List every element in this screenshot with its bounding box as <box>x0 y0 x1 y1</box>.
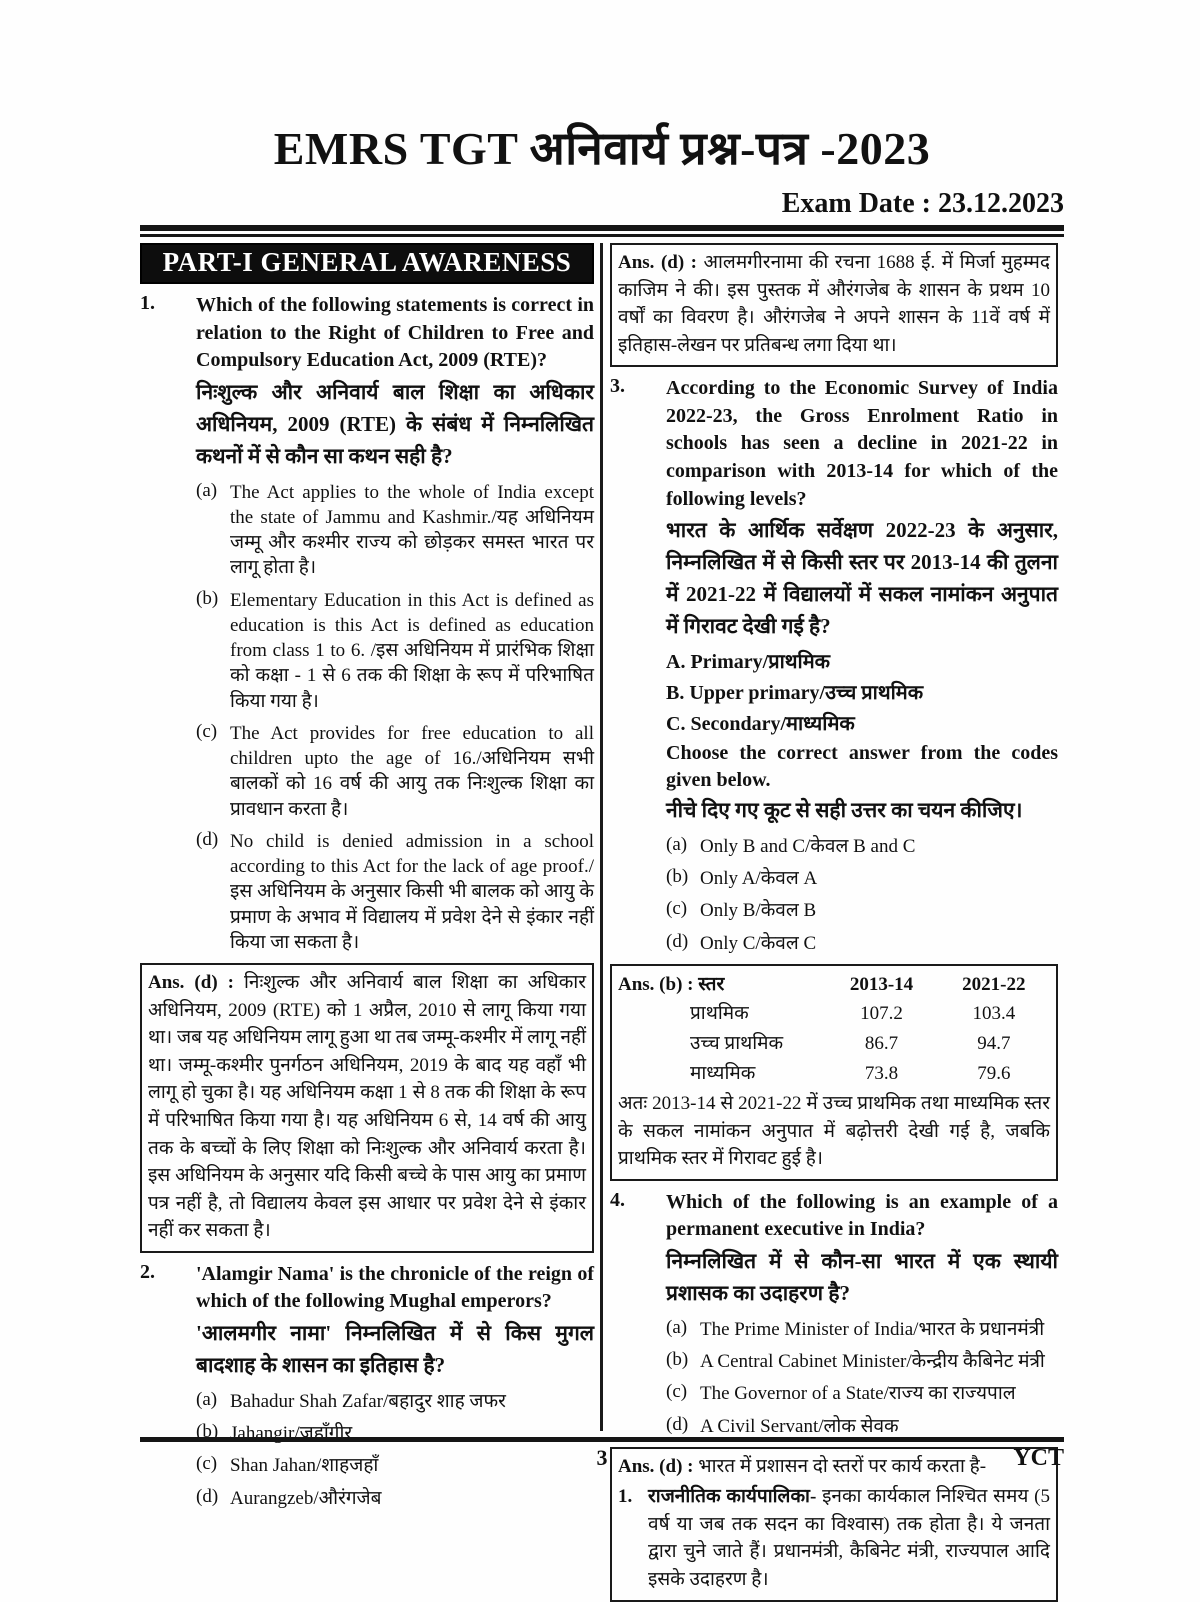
option-label: (b) <box>666 866 689 888</box>
table-header-2021: 2021-22 <box>962 973 1026 995</box>
table-row <box>618 1059 1050 1089</box>
level-a: A. Primary/प्राथमिक <box>666 650 831 673</box>
question-text-hi: निःशुल्क और अनिवार्य बाल शिक्षा का अधिकार अधिनियम, 2009 (RTE) के संबंध में निम्नलिखित कथनों में से कौन सा कथन सही है? <box>196 379 594 468</box>
answer-box-3 <box>610 964 1058 1181</box>
option-row <box>666 1349 1058 1374</box>
option-label: (b) <box>666 1349 689 1371</box>
answer-label: Ans. (b) : <box>618 973 694 995</box>
question-number: 2. <box>140 1260 155 1283</box>
answer-box-1 <box>140 963 594 1252</box>
option-row <box>196 721 594 822</box>
question-number: 1. <box>140 292 155 314</box>
statement-levels <box>666 647 1058 740</box>
option-row <box>666 898 1058 923</box>
option-text: No child is denied admission in a school according to this Act for the lack of age proof./इस अधिनियम के अनुसार किसी भी बालक को आयु के प्रमाण के अभाव में विद्यालय में प्रवेश देने से इंकार नहीं किया जा सकता है। <box>230 830 594 954</box>
footer-brand: YCT <box>1013 1445 1064 1471</box>
question-text-en: According to the Economic Survey of India 2022-23, the Gross Enrolment Ratio in schools has seen a decline in 2021-22 in comparison with 2013-14 for which of the following levels? <box>666 377 1058 510</box>
page-title: EMRS TGT अनिवार्य प्रश्न-पत्र -2023 <box>273 123 931 174</box>
option-row <box>666 834 1058 859</box>
option-label: (d) <box>666 1413 689 1435</box>
question-text-en: 'Alamgir Nama' is the chronicle of the reign of which of the following Mughal emperors? <box>196 1262 594 1313</box>
answer-note: अतः 2013-14 से 2021-22 में उच्च प्राथमिक तथा माध्यमिक स्तर के सकल नामांकन अनुपात में बढ़ोत्तरी देखी गई है, जबकि प्राथमिक स्तर में गिरावट हुई है। <box>618 1093 1050 1170</box>
footer-rule <box>140 1437 1064 1442</box>
header-rule <box>140 225 1064 237</box>
question-4 <box>610 1189 1058 1439</box>
option-text: Jahangir/जहाँगीर <box>230 1423 353 1445</box>
question-text-hi: निम्नलिखित में से कौन-सा भारत में एक स्थायी प्रशासक का उदाहरण है? <box>666 1248 1058 1305</box>
option-text: The Act applies to the whole of India except the state of Jammu and Kashmir./यह अधिनियम जम्मू और कश्मीर राज्य को छोड़कर समस्त भारत पर लागू होता है। <box>230 481 594 579</box>
option-text: A Central Cabinet Minister/केन्द्रीय कैबिनेट मंत्री <box>700 1351 1045 1373</box>
question-3 <box>610 375 1058 956</box>
level-b: B. Upper primary/उच्च प्राथमिक <box>666 681 924 704</box>
option-text: Only B/केवल B <box>700 900 817 922</box>
table-cell: 79.6 <box>977 1062 1011 1084</box>
option-label: (a) <box>666 833 688 855</box>
option-row <box>666 1317 1058 1342</box>
option-row <box>196 480 594 581</box>
option-label: (a) <box>196 1388 218 1410</box>
table-header-2013: 2013-14 <box>849 973 914 995</box>
option-label: (c) <box>196 720 218 742</box>
item-text: इनका कार्यकाल निश्चित समय (5 वर्ष या जब तक सदन का विश्वास) तक होता है। ये जनता द्वारा चुने जाते हैं। प्रधानमंत्री, कैबिनेट मंत्री, राज्यपाल आदि इसके उदाहरण है। <box>648 1486 1050 1591</box>
level-c: C. Secondary/माध्यमिक <box>666 712 855 735</box>
option-row <box>196 1389 594 1414</box>
part-header: PART-I GENERAL AWARENESS <box>140 243 594 284</box>
option-label: (d) <box>196 828 219 850</box>
table-header-level: स्तर <box>698 973 725 995</box>
option-row <box>196 829 594 955</box>
answer-intro: भारत में प्रशासन दो स्तरों पर कार्य करता है- <box>698 1455 987 1477</box>
option-label: (b) <box>196 587 219 609</box>
option-row <box>666 931 1058 956</box>
item-number: 1. <box>618 1486 633 1508</box>
option-label: (b) <box>196 1421 219 1443</box>
option-text: Shan Jahan/शाहजहाँ <box>230 1455 379 1477</box>
option-text: Only B and C/केवल B and C <box>700 835 916 857</box>
question-1 <box>140 292 594 955</box>
table-cell: प्राथमिक <box>690 1003 749 1025</box>
table-cell: 107.2 <box>860 1003 903 1025</box>
option-text: The Act provides for free education to all children upto the age of 16./अधिनियम सभी बालकों को 16 वर्ष की आयु तक निःशुल्क शिक्षा का प्रावधान करता है। <box>230 722 594 820</box>
question-text-hi: 'आलमगीर नामा' निम्नलिखित में से किस मुगल बादशाह के शासन का इतिहास है? <box>196 1320 594 1377</box>
option-row <box>196 588 594 714</box>
option-label: (a) <box>196 479 218 501</box>
question-number: 3. <box>610 375 625 398</box>
option-text: Elementary Education in this Act is defined as education is this Act is defined as education from class 1 to 6. /इस अधिनियम में प्रारंभिक शिक्षा को कक्षा - 1 से 6 तक की शिक्षा के रूप में परिभाषित किया गया है। <box>230 589 594 712</box>
option-text: The Governor of a State/राज्य का राज्यपाल <box>700 1383 1016 1405</box>
table-cell: 94.7 <box>977 1033 1011 1055</box>
table-cell: उच्च प्राथमिक <box>690 1033 784 1055</box>
table-cell: 86.7 <box>864 1033 899 1055</box>
answer-text: निःशुल्क और अनिवार्य बाल शिक्षा का अधिकार अधिनियम, 2009 (RTE) को 1 अप्रैल, 2010 से लागू किया गया था। जब यह अधिनियम लागू हुआ था तब जम्मू-कश्मीर में लागू नहीं था। जम्मू-कश्मीर पुनर्गठन अधिनियम, 2019 के बाद यह वहाँ भी लागू हो चुका है। यह अधिनियम कक्षा 1 से 8 तक की शिक्षा के रूप में परिभाषित किया गया है। यह अधिनियम 6 से, 14 वर्ष की आयु तक के बच्चों के लिए शिक्षा को निःशुल्क और अनिवार्य करता है। इस अधिनियम के अनुसार यदि किसी बच्चे के पास आयु का प्रमाण पत्र नहीं है, तो विद्यालय केवल इस आधार पर प्रवेश देने से इंकार नहीं कर सकता है। <box>148 972 587 1242</box>
table-row <box>618 1029 1050 1059</box>
option-row <box>666 1381 1058 1406</box>
option-label: (c) <box>666 898 688 920</box>
option-row <box>196 1486 594 1511</box>
option-text: Only C/केवल C <box>700 932 817 954</box>
answer-text: आलमगीरनामा की रचना 1688 ई. में मिर्जा मुहम्मद काजिम ने की। इस पुस्तक में औरंगजेब के शासन के प्रथम 10 वर्षों का विवरण है। औरंगजेब ने अपने शासन के 11वें वर्ष में इतिहास-लेखन पर प्रतिबन्ध लगा दिया था। <box>618 252 1051 356</box>
question-text-en: Which of the following statements is correct in relation to the Right of Children to Free and Compulsory Education Act, 2009 (RTE)? <box>196 294 594 372</box>
table-cell: 103.4 <box>972 1003 1016 1025</box>
table-cell: 73.8 <box>864 1062 899 1084</box>
left-column <box>140 243 600 1509</box>
answer-label: Ans. (d) : <box>148 972 234 994</box>
exam-page <box>140 0 1064 1591</box>
option-text: Only A/केवल A <box>700 868 818 890</box>
option-text: The Prime Minister of India/भारत के प्रधानमंत्री <box>700 1318 1045 1340</box>
footer-page-number: 3 <box>596 1445 608 1470</box>
option-label: (c) <box>666 1381 688 1403</box>
answer-label: Ans. (d) : <box>618 252 697 273</box>
codes-instruction-hi: नीचे दिए गए कूट से सही उत्तर का चयन कीजिए। <box>666 797 1023 822</box>
question-number: 4. <box>610 1188 625 1211</box>
option-text: Bahadur Shah Zafar/बहादुर शाह जफर <box>230 1390 506 1412</box>
question-text-hi: भारत के आर्थिक सर्वेक्षण 2022-23 के अनुसार, निम्नलिखित में से किसी स्तर पर 2013-14 की तुलना में 2021-22 में विद्यालयों में सकल नामांकन अनुपात में गिरावट देखी गई है? <box>666 518 1058 638</box>
item-title: राजनीतिक कार्यपालिका- <box>648 1486 817 1508</box>
option-row <box>666 866 1058 891</box>
answer-list-item <box>618 1483 1050 1593</box>
table-row <box>618 999 1050 1029</box>
option-text: A Civil Servant/लोक सेवक <box>700 1415 899 1437</box>
answer-box-2 <box>610 243 1058 367</box>
codes-instruction-en: Choose the correct answer from the codes given below. <box>666 741 1058 792</box>
option-label: (a) <box>666 1316 688 1338</box>
option-label: (c) <box>196 1453 218 1475</box>
exam-date: Exam Date : 23.12.2023 <box>781 188 1064 219</box>
ger-table <box>618 970 1050 1088</box>
table-cell: माध्यमिक <box>690 1062 756 1084</box>
option-label: (d) <box>666 930 689 952</box>
option-row <box>666 1414 1058 1439</box>
option-text: Aurangzeb/औरंगजेब <box>230 1487 382 1509</box>
answer-label: Ans. (d) : <box>618 1455 694 1477</box>
option-label: (d) <box>196 1485 219 1507</box>
question-text-en: Which of the following is an example of a permanent executive in India? <box>666 1190 1058 1241</box>
page-footer <box>140 1437 1064 1479</box>
